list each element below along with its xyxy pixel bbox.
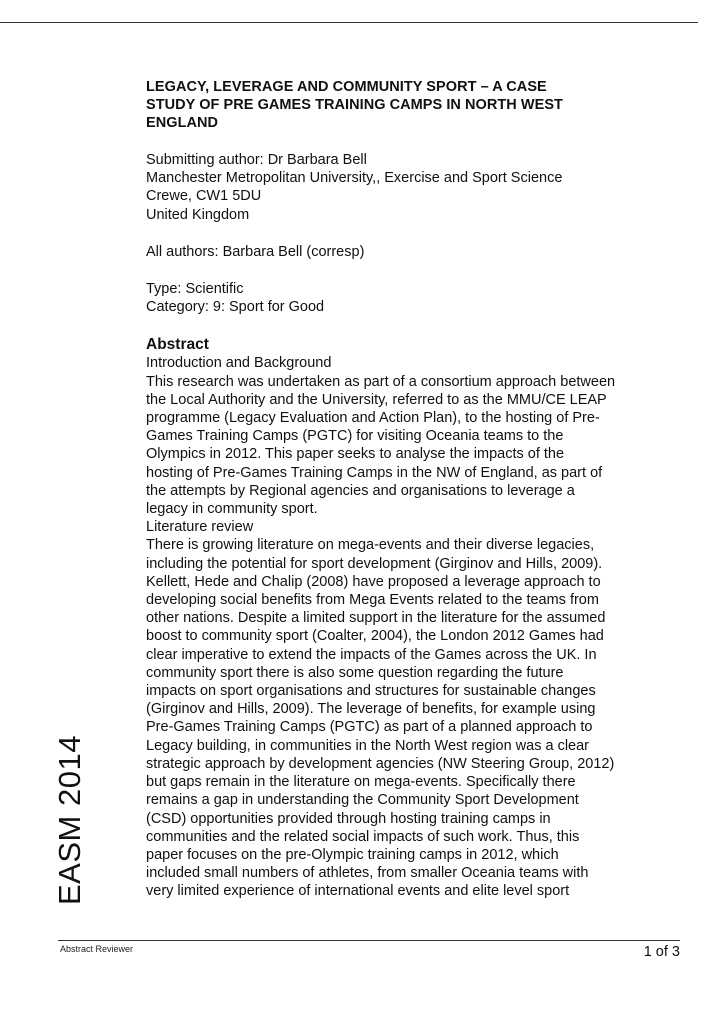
abstract-line: but gaps remain in the literature on mega-events. Specifically there <box>146 774 576 791</box>
side-watermark: EASM 2014 <box>52 735 87 905</box>
abstract-line: Games Training Camps (PGTC) for visiting Oceania teams to the <box>146 428 564 445</box>
abstract-line: remains a gap in understanding the Community Sport Development <box>146 792 579 809</box>
abstract-heading: Abstract <box>146 336 209 354</box>
abstract-line: impacts on sport organisations and structures for sustainable changes <box>146 683 596 700</box>
footer-rule <box>58 940 680 941</box>
abstract-line: programme (Legacy Evaluation and Action Plan), to the hosting of Pre- <box>146 410 600 427</box>
abstract-line: clear imperative to extend the impacts of the Games across the UK. In <box>146 646 597 663</box>
title-line: ENGLAND <box>146 115 219 131</box>
abstract-line: Literature review <box>146 519 254 536</box>
top-rule <box>0 22 698 23</box>
abstract-line: Pre-Games Training Camps (PGTC) as part of a planned approach to <box>146 719 593 736</box>
footer-label: Abstract Reviewer <box>60 944 134 954</box>
title-line: LEGACY, LEVERAGE AND COMMUNITY SPORT – A CASE <box>146 79 547 95</box>
abstract-line: (CSD) opportunities provided through hosting training camps in <box>146 810 551 827</box>
abstract-line: There is growing literature on mega-events and their diverse legacies, <box>146 537 595 554</box>
all-authors-block <box>146 243 666 261</box>
paper-type: Type: Scientific <box>146 281 244 298</box>
submitting-author-block <box>146 151 666 224</box>
affiliation: Manchester Metropolitan University,, Exercise and Sport Science <box>146 170 563 187</box>
abstract-line: including the potential for sport development (Girginov and Hills, 2009). <box>146 555 603 572</box>
abstract-line: the Local Authority and the University, referred to as the MMU/CE LEAP <box>146 391 607 408</box>
abstract-body <box>146 354 666 900</box>
abstract-line: This research was undertaken as part of a consortium approach between <box>146 373 616 390</box>
abstract-line: developing social benefits from Mega Events related to the teams from <box>146 592 599 609</box>
abstract-line: paper focuses on the pre-Olympic training camps in 2012, which <box>146 846 559 863</box>
abstract-line: communities and the related social impacts of such work. Thus, this <box>146 828 580 845</box>
title-line: STUDY OF PRE GAMES TRAINING CAMPS IN NORTH WEST <box>146 97 563 113</box>
abstract-line: Kellett, Hede and Chalip (2008) have proposed a leverage approach to <box>146 573 601 590</box>
abstract-line: the attempts by Regional agencies and organisations to leverage a <box>146 482 575 499</box>
abstract-line: (Girginov and Hills, 2009). The leverage of benefits, for example using <box>146 701 596 718</box>
abstract-line: Introduction and Background <box>146 355 332 372</box>
abstract-line: hosting of Pre-Games Training Camps in the NW of England, as part of <box>146 464 603 481</box>
abstract-line: very limited experience of international events and elite level sport <box>146 883 570 900</box>
paper-title <box>146 78 666 132</box>
country: United Kingdom <box>146 206 250 223</box>
classification-block <box>146 280 666 316</box>
abstract-line: community sport there is also some question regarding the future <box>146 664 564 681</box>
page-number: 1 of 3 <box>643 944 680 960</box>
paper-category: Category: 9: Sport for Good <box>146 299 325 316</box>
abstract-line: legacy in community sport. <box>146 501 318 518</box>
submitting-author: Submitting author: Dr Barbara Bell <box>146 152 367 168</box>
abstract-line: Olympics in 2012. This paper seeks to analyse the impacts of the <box>146 446 565 463</box>
abstract-line: Legacy building, in communities in the North West region was a clear <box>146 737 590 754</box>
abstract-line: other nations. Despite a limited support in the literature for the assumed <box>146 610 606 627</box>
abstract-content <box>146 78 666 901</box>
abstract-line: included small numbers of athletes, from smaller Oceania teams with <box>146 865 589 882</box>
address: Crewe, CW1 5DU <box>146 188 262 205</box>
abstract-line: strategic approach by development agencies (NW Steering Group, 2012) <box>146 755 615 772</box>
all-authors: All authors: Barbara Bell (corresp) <box>146 243 365 260</box>
abstract-line: boost to community sport (Coalter, 2004), the London 2012 Games had <box>146 628 604 645</box>
